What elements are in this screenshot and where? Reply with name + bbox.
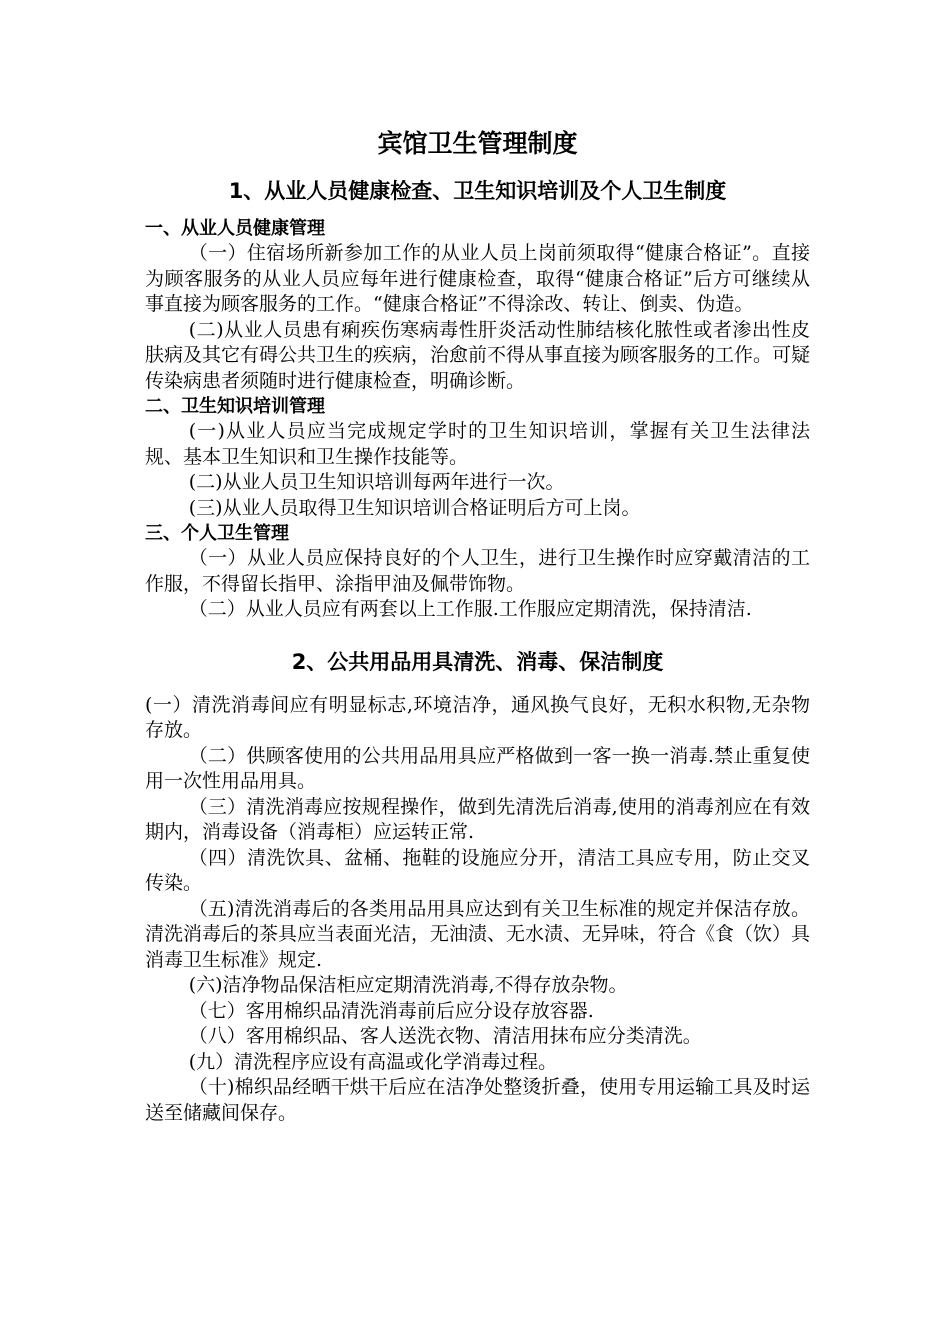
part-heading: 三、个人卫生管理 [145, 523, 289, 544]
part-heading: 一、从业人员健康管理 [145, 218, 325, 239]
paragraph: （一）从业人员应保持良好的个人卫生，进行卫生操作时应穿戴清洁的工作服，不得留长指甲、涂指甲油及佩带饰物。 [145, 547, 810, 595]
paragraph: (二)从业人员患有痢疾伤寒病毒性肝炎活动性肺结核化脓性或者渗出性皮肤病及其它有碍公共卫生的疾病，治愈前不得从事直接为顾客服务的工作。可疑传染病患者须随时进行健康检查，明确诊断。 [145, 318, 811, 392]
paragraph: （三）清洗消毒应按规程操作，做到先清洗后消毒,使用的消毒剂应在有效期内，消毒设备（消毒柜）应运转正常. [145, 795, 810, 843]
document-page [145, 128, 810, 1126]
paragraph: (二)从业人员卫生知识培训每两年进行一次。 [188, 471, 565, 493]
paragraph: （一）住宿场所新参加工作的从业人员上岗前须取得“健康合格证”。直接为顾客服务的从业人员应每年进行健康检查，取得“健康合格证”后方可继续从事直接为顾客服务的工作。“健康合格证”不得涂改、转让、倒卖、伪造。 [145, 242, 810, 315]
paragraph: （二）从业人员应有两套以上工作服.工作服应定期清洗，保持清洁. [188, 598, 752, 620]
section-1-title: 1、从业人员健康检查、卫生知识培训及个人卫生制度 [228, 179, 727, 203]
paragraph: （五)清洗消毒后的各类用品用具应达到有关卫生标准的规定并保洁存放。清洗消毒后的茶具应当表面光洁，无油渍、无水渍、无异味，符合《食（饮）具消毒卫生标准》规定. [145, 897, 811, 971]
paragraph: (一）清洗消毒间应有明显标志,环境洁净，通风换气良好，无积水积物,无杂物存放。 [145, 693, 810, 741]
paragraph: （十)棉织品经晒干烘干后应在洁净处整烫折叠，使用专用运输工具及时运送至储藏间保存。 [145, 1076, 810, 1124]
document-title: 宾馆卫生管理制度 [377, 129, 578, 158]
paragraph: (六)洁净物品保洁柜应定期清洗消毒,不得存放杂物。 [188, 974, 628, 996]
paragraph: （二）供顾客使用的公共用品用具应严格做到一客一换一消毒.禁止重复使用一次性用品用具。 [145, 744, 810, 792]
paragraph: （八）客用棉织品、客人送洗衣物、清洁用抹布应分类清洗。 [188, 1025, 702, 1047]
section-2-title: 2、公共用品用具清洗、消毒、保洁制度 [291, 649, 664, 674]
paragraph: (三)从业人员取得卫生知识培训合格证明后方可上岗。 [188, 496, 641, 519]
paragraph: （四）清洗饮具、盆桶、拖鞋的设施应分开，清洁工具应专用，防止交叉传染。 [145, 846, 810, 894]
paragraph: (一)从业人员应当完成规定学时的卫生知识培训，掌握有关卫生法律法规、基本卫生知识和卫生操作技能等。 [145, 420, 810, 468]
paragraph: (九）清洗程序应设有高温或化学消毒过程。 [188, 1050, 558, 1073]
part-heading: 二、卫生知识培训管理 [145, 396, 325, 417]
paragraph: （七）客用棉织品清洗消毒前后应分设存放容器. [188, 999, 594, 1022]
